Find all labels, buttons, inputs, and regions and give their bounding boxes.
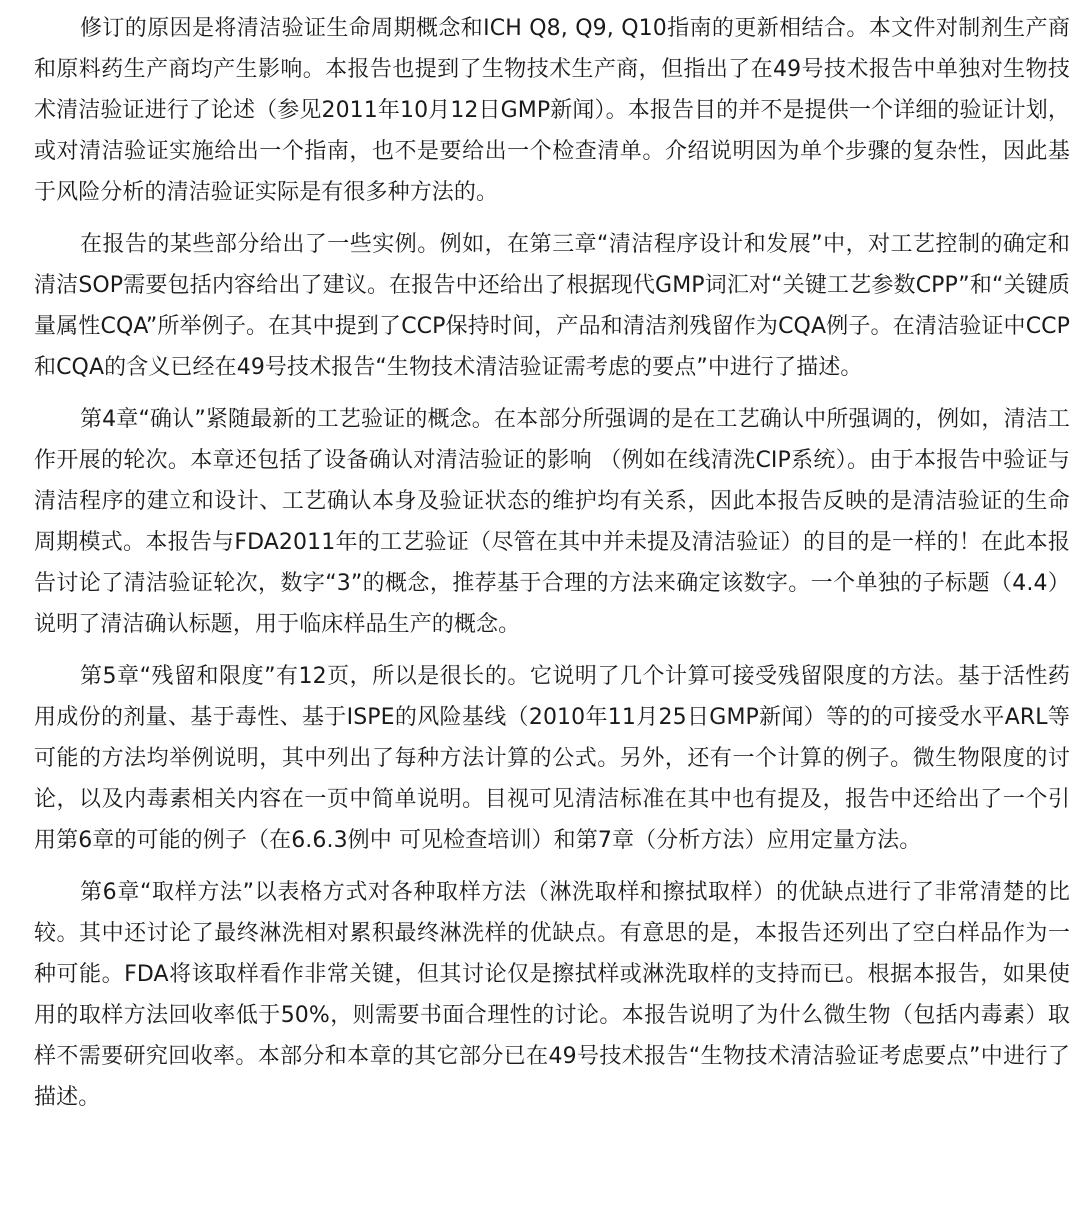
paragraph-chapter-5-residues-limits: 第5章“残留和限度”有12页，所以是很长的。它说明了几个计算可接受残留限度的方法。基于活性药用成份的剂量、基于毒性、基于ISPE的风险基线（2010年11月25日GMP新闻）等的的可接受水平ARL等可能的方法均举例说明，其中列出了每种方法计算的公式。另外，还有一个计算的例子。微生物限度的讨论，以及内毒素相关内容在一页中简单说明。目视可见清洁标准在其中也有提及，报告中还给出了一个引用第6章的可能的例子（在6.6.3例中 可见检查培训）和第7章（分析方法）应用定量方法。: [34, 664, 1070, 853]
paragraph-examples: 在报告的某些部分给出了一些实例。例如，在第三章“清洁程序设计和发展”中，对工艺控制的确定和清洁SOP需要包括内容给出了建议。在报告中还给出了根据现代GMP词汇对“关键工艺参数CPP”和“关键质量属性CQA”所举例子。在其中提到了CCP保持时间，产品和清洁剂残留作为CQA例子。在清洁验证中CCP和CQA的含义已经在49号技术报告“生物技术清洁验证需考虑的要点”中进行了描述。: [34, 232, 1070, 380]
paragraph-chapter-6-sampling-methods: 第6章“取样方法”以表格方式对各种取样方法（淋洗取样和擦拭取样）的优缺点进行了非常清楚的比较。其中还讨论了最终淋洗相对累积最终淋洗样的优缺点。有意思的是，本报告还列出了空白样品作为一种可能。FDA将该取样看作非常关键，但其讨论仅是擦拭样或淋洗取样的支持而已。根据本报告，如果使用的取样方法回收率低于50%，则需要书面合理性的讨论。本报告说明了为什么微生物（包括内毒素）取样不需要研究回收率。本部分和本章的其它部分已在49号技术报告“生物技术清洁验证考虑要点”中进行了描述。: [34, 880, 1070, 1110]
document-body: [34, 8, 1070, 1118]
paragraph-chapter-4-qualification: 第4章“确认”紧随最新的工艺验证的概念。在本部分所强调的是在工艺确认中所强调的，例如，清洁工作开展的轮次。本章还包括了设备确认对清洁验证的影响 （例如在线清洗CIP系统）。由于本报告中验证与清洁程序的建立和设计、工艺确认本身及验证状态的维护均有关系，因此本报告反映的是清洁验证的生命周期模式。本报告与FDA2011年的工艺验证（尽管在其中并未提及清洁验证）的目的是一样的！在此本报告讨论了清洁验证轮次，数字“3”的概念，推荐基于合理的方法来确定该数字。一个单独的子标题（4.4）说明了清洁确认标题，用于临床样品生产的概念。: [34, 407, 1070, 637]
paragraph-revision-reason: 修订的原因是将清洁验证生命周期概念和ICH Q8, Q9, Q10指南的更新相结合。本文件对制剂生产商和原料药生产商均产生影响。本报告也提到了生物技术生产商，但指出了在49号技术报告中单独对生物技术清洁验证进行了论述（参见2011年10月12日GMP新闻）。本报告目的并不是提供一个详细的验证计划，或对清洁验证实施给出一个指南，也不是要给出一个检查清单。介绍说明因为单个步骤的复杂性，因此基于风险分析的清洁验证实际是有很多种方法的。: [34, 16, 1070, 205]
